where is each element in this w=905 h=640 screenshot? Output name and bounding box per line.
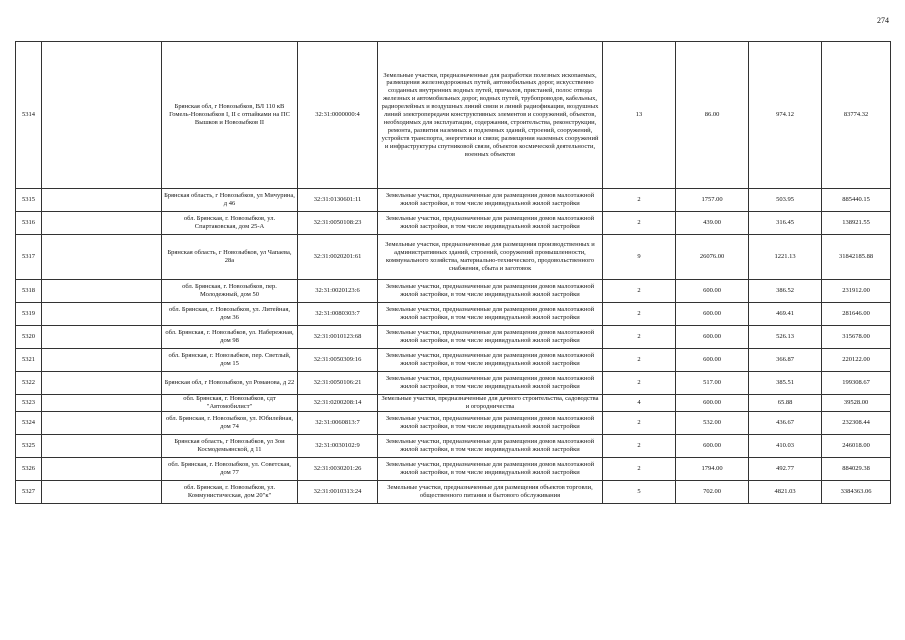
cell-use-class: 13 [603, 42, 676, 189]
cell-number: 5322 [16, 372, 42, 395]
cell-use-class: 2 [603, 411, 676, 434]
cell-blank [42, 212, 162, 235]
cell-unit-value: 974.12 [749, 42, 822, 189]
cell-address: Брянская область, г Новозыбков, ул Мичурина, д 46 [162, 189, 298, 212]
cell-use-class: 2 [603, 212, 676, 235]
cell-land-use: Земельные участки, предназначенные для размещения домов малоэтажной жилой застройки, в том числе индивидуальной жилой застройки [378, 457, 603, 480]
cell-area: 600.00 [676, 349, 749, 372]
cell-cadastral-number: 32:31:0200208:14 [298, 395, 378, 412]
cell-cadastral-value: 281646.00 [822, 303, 891, 326]
cell-unit-value: 436.67 [749, 411, 822, 434]
cell-blank [42, 480, 162, 503]
cell-use-class: 4 [603, 395, 676, 412]
cell-number: 5319 [16, 303, 42, 326]
cell-land-use: Земельные участки, предназначенные для разработки полезных ископаемых, размещения железнодорожных путей, автомобильных дорог, искусственно созданных внутренних водных путей, причалов, пристаней, полос отвода железных и автомобильных дорог, водных путей, трубопроводов, кабельных, радиорелейных и воздушных линий связи и линий радиофикации, воздушных линий электропередачи конструктивных элементов и сооружений, объектов, необходимых для эксплуатации, содержания, строительства, реконструкции, ремонта, развития наземных и подземных зданий, строений, сооружений, устройств транспорта, энергетики и связи; размещения наземных сооружений и инфраструктуры спутниковой связи, объектов космической деятельности, военных объектов [378, 42, 603, 189]
cell-area: 517.00 [676, 372, 749, 395]
cell-land-use: Земельные участки, предназначенные для размещения производственных и административных зданий, строений, сооружений промышленности, коммунального хозяйства, материально-технического, продовольственного снабжения, сбыта и заготовок [378, 235, 603, 280]
cell-address: обл. Брянская, г. Новозыбков, пер. Молодежный, дом 50 [162, 280, 298, 303]
cell-cadastral-value: 138921.55 [822, 212, 891, 235]
cell-cadastral-number: 32:31:0030201:26 [298, 457, 378, 480]
cell-use-class: 2 [603, 326, 676, 349]
cell-blank [42, 457, 162, 480]
cell-cadastral-value: 315678.00 [822, 326, 891, 349]
cell-number: 5321 [16, 349, 42, 372]
cell-number: 5327 [16, 480, 42, 503]
cell-blank [42, 349, 162, 372]
cell-use-class: 2 [603, 349, 676, 372]
cell-use-class: 2 [603, 303, 676, 326]
cell-unit-value: 469.41 [749, 303, 822, 326]
cell-area: 532.00 [676, 411, 749, 434]
table-row [16, 480, 891, 503]
cell-use-class: 5 [603, 480, 676, 503]
cell-cadastral-value: 83774.32 [822, 42, 891, 189]
cell-number: 5314 [16, 42, 42, 189]
cell-address: обл. Брянская, г. Новозыбков, ул. Советская, дом 77 [162, 457, 298, 480]
cell-use-class: 2 [603, 280, 676, 303]
cell-address: обл. Брянская, г. Новозыбков, ул. Спартаковская, дом 25-А [162, 212, 298, 235]
cell-unit-value: 385.51 [749, 372, 822, 395]
cell-address: обл. Брянская, г. Новозыбков, ул. Литейная, дом 36 [162, 303, 298, 326]
cell-land-use: Земельные участки, предназначенные для размещения домов малоэтажной жилой застройки, в том числе индивидуальной жилой застройки [378, 189, 603, 212]
table-row [16, 42, 891, 189]
cell-address: обл. Брянская, г. Новозыбков, ул. Юбилейная, дом 74 [162, 411, 298, 434]
cell-land-use: Земельные участки, предназначенные для размещения домов малоэтажной жилой застройки, в том числе индивидуальной жилой застройки [378, 372, 603, 395]
cell-land-use: Земельные участки, предназначенные для размещения домов малоэтажной жилой застройки, в том числе индивидуальной жилой застройки [378, 280, 603, 303]
cell-cadastral-number: 32:31:0080303:7 [298, 303, 378, 326]
cell-unit-value: 492.77 [749, 457, 822, 480]
cell-address: обл. Брянская, г. Новозыбков, ул. Коммунистическая, дом 20"к" [162, 480, 298, 503]
cell-number: 5325 [16, 434, 42, 457]
cell-use-class: 9 [603, 235, 676, 280]
cell-number: 5317 [16, 235, 42, 280]
cell-cadastral-number: 32:31:0050106:21 [298, 372, 378, 395]
cell-blank [42, 189, 162, 212]
cell-area: 600.00 [676, 303, 749, 326]
table-row [16, 395, 891, 412]
cell-area: 600.00 [676, 326, 749, 349]
cell-area: 702.00 [676, 480, 749, 503]
table-row [16, 372, 891, 395]
cell-area: 1794.00 [676, 457, 749, 480]
cell-cadastral-number: 32:31:0020123:6 [298, 280, 378, 303]
cell-cadastral-value: 232308.44 [822, 411, 891, 434]
cell-number: 5316 [16, 212, 42, 235]
cell-land-use: Земельные участки, предназначенные для дачного строительства, садоводства и огородничества [378, 395, 603, 412]
cell-cadastral-number: 32:31:0030102:9 [298, 434, 378, 457]
cell-land-use: Земельные участки, предназначенные для размещения объектов торговли, общественного питания и бытового обслуживания [378, 480, 603, 503]
cell-blank [42, 280, 162, 303]
land-registry-table [15, 41, 891, 504]
table-row [16, 280, 891, 303]
cell-area: 439.00 [676, 212, 749, 235]
cell-number: 5315 [16, 189, 42, 212]
table-row [16, 411, 891, 434]
table-row [16, 189, 891, 212]
cell-unit-value: 410.03 [749, 434, 822, 457]
cell-cadastral-number: 32:31:0010123:68 [298, 326, 378, 349]
cell-cadastral-value: 220122.00 [822, 349, 891, 372]
cell-area: 86.00 [676, 42, 749, 189]
cell-blank [42, 372, 162, 395]
cell-unit-value: 526.13 [749, 326, 822, 349]
cell-address: обл. Брянская, г. Новозыбков, ул. Набережная, дом 98 [162, 326, 298, 349]
cell-blank [42, 303, 162, 326]
cell-cadastral-value: 246018.00 [822, 434, 891, 457]
cell-unit-value: 386.52 [749, 280, 822, 303]
cell-unit-value: 503.95 [749, 189, 822, 212]
cell-area: 26076.00 [676, 235, 749, 280]
table-row [16, 434, 891, 457]
cell-number: 5323 [16, 395, 42, 412]
cell-number: 5326 [16, 457, 42, 480]
cell-blank [42, 434, 162, 457]
cell-use-class: 2 [603, 457, 676, 480]
table-row [16, 303, 891, 326]
cell-cadastral-number: 32:31:0130601:11 [298, 189, 378, 212]
cell-use-class: 2 [603, 189, 676, 212]
cell-cadastral-number: 32:31:0010313:24 [298, 480, 378, 503]
cell-number: 5324 [16, 411, 42, 434]
table-row [16, 457, 891, 480]
cell-land-use: Земельные участки, предназначенные для размещения домов малоэтажной жилой застройки, в том числе индивидуальной жилой застройки [378, 303, 603, 326]
cell-unit-value: 366.87 [749, 349, 822, 372]
cell-blank [42, 235, 162, 280]
cell-cadastral-value: 31842185.88 [822, 235, 891, 280]
cell-cadastral-value: 3384363.06 [822, 480, 891, 503]
cell-land-use: Земельные участки, предназначенные для размещения домов малоэтажной жилой застройки, в том числе индивидуальной жилой застройки [378, 411, 603, 434]
cell-blank [42, 326, 162, 349]
cell-address: Брянская обл, г Новозыбков, ул Романова, д 22 [162, 372, 298, 395]
cell-unit-value: 65.88 [749, 395, 822, 412]
cell-cadastral-value: 199308.67 [822, 372, 891, 395]
cell-cadastral-number: 32:31:0060813:7 [298, 411, 378, 434]
cell-land-use: Земельные участки, предназначенные для размещения домов малоэтажной жилой застройки, в том числе индивидуальной жилой застройки [378, 212, 603, 235]
cell-cadastral-value: 231912.00 [822, 280, 891, 303]
cell-cadastral-number: 32:31:0050309:16 [298, 349, 378, 372]
table-body [16, 42, 891, 504]
cell-unit-value: 316.45 [749, 212, 822, 235]
cell-land-use: Земельные участки, предназначенные для размещения домов малоэтажной жилой застройки, в том числе индивидуальной жилой застройки [378, 349, 603, 372]
table-row [16, 235, 891, 280]
cell-area: 600.00 [676, 280, 749, 303]
cell-blank [42, 395, 162, 412]
cell-cadastral-number: 32:31:0000000:4 [298, 42, 378, 189]
cell-number: 5320 [16, 326, 42, 349]
cell-unit-value: 1221.13 [749, 235, 822, 280]
cell-blank [42, 411, 162, 434]
table-row [16, 349, 891, 372]
cell-cadastral-number: 32:31:0020201:61 [298, 235, 378, 280]
cell-area: 600.00 [676, 395, 749, 412]
cell-cadastral-value: 39528.00 [822, 395, 891, 412]
cell-number: 5318 [16, 280, 42, 303]
cell-address: обл. Брянская, г. Новозыбков, пер. Светлый, дом 15 [162, 349, 298, 372]
cell-land-use: Земельные участки, предназначенные для размещения домов малоэтажной жилой застройки, в том числе индивидуальной жилой застройки [378, 326, 603, 349]
cell-area: 600.00 [676, 434, 749, 457]
cell-unit-value: 4821.03 [749, 480, 822, 503]
cell-cadastral-number: 32:31:0050108:23 [298, 212, 378, 235]
cell-blank [42, 42, 162, 189]
cell-address: Брянская обл, г Новозыбков, ВЛ 110 кВ Гомель-Новозыбков I, II с отпайками на ПС Вышков и Новозыбков II [162, 42, 298, 189]
cell-land-use: Земельные участки, предназначенные для размещения домов малоэтажной жилой застройки, в том числе индивидуальной жилой застройки [378, 434, 603, 457]
page-number: 274 [877, 16, 889, 25]
cell-cadastral-value: 885440.15 [822, 189, 891, 212]
table-row [16, 212, 891, 235]
cell-use-class: 2 [603, 434, 676, 457]
cell-address: Брянская область, г Новозыбков, ул Зои Космодемьянской, д 11 [162, 434, 298, 457]
cell-cadastral-value: 884029.38 [822, 457, 891, 480]
cell-area: 1757.00 [676, 189, 749, 212]
cell-address: Брянская область, г Новозыбков, ул Чапаева, 28а [162, 235, 298, 280]
cell-address: обл. Брянская, г. Новозыбков, сдт "Автомобилист" [162, 395, 298, 412]
cell-use-class: 2 [603, 372, 676, 395]
table-row [16, 326, 891, 349]
